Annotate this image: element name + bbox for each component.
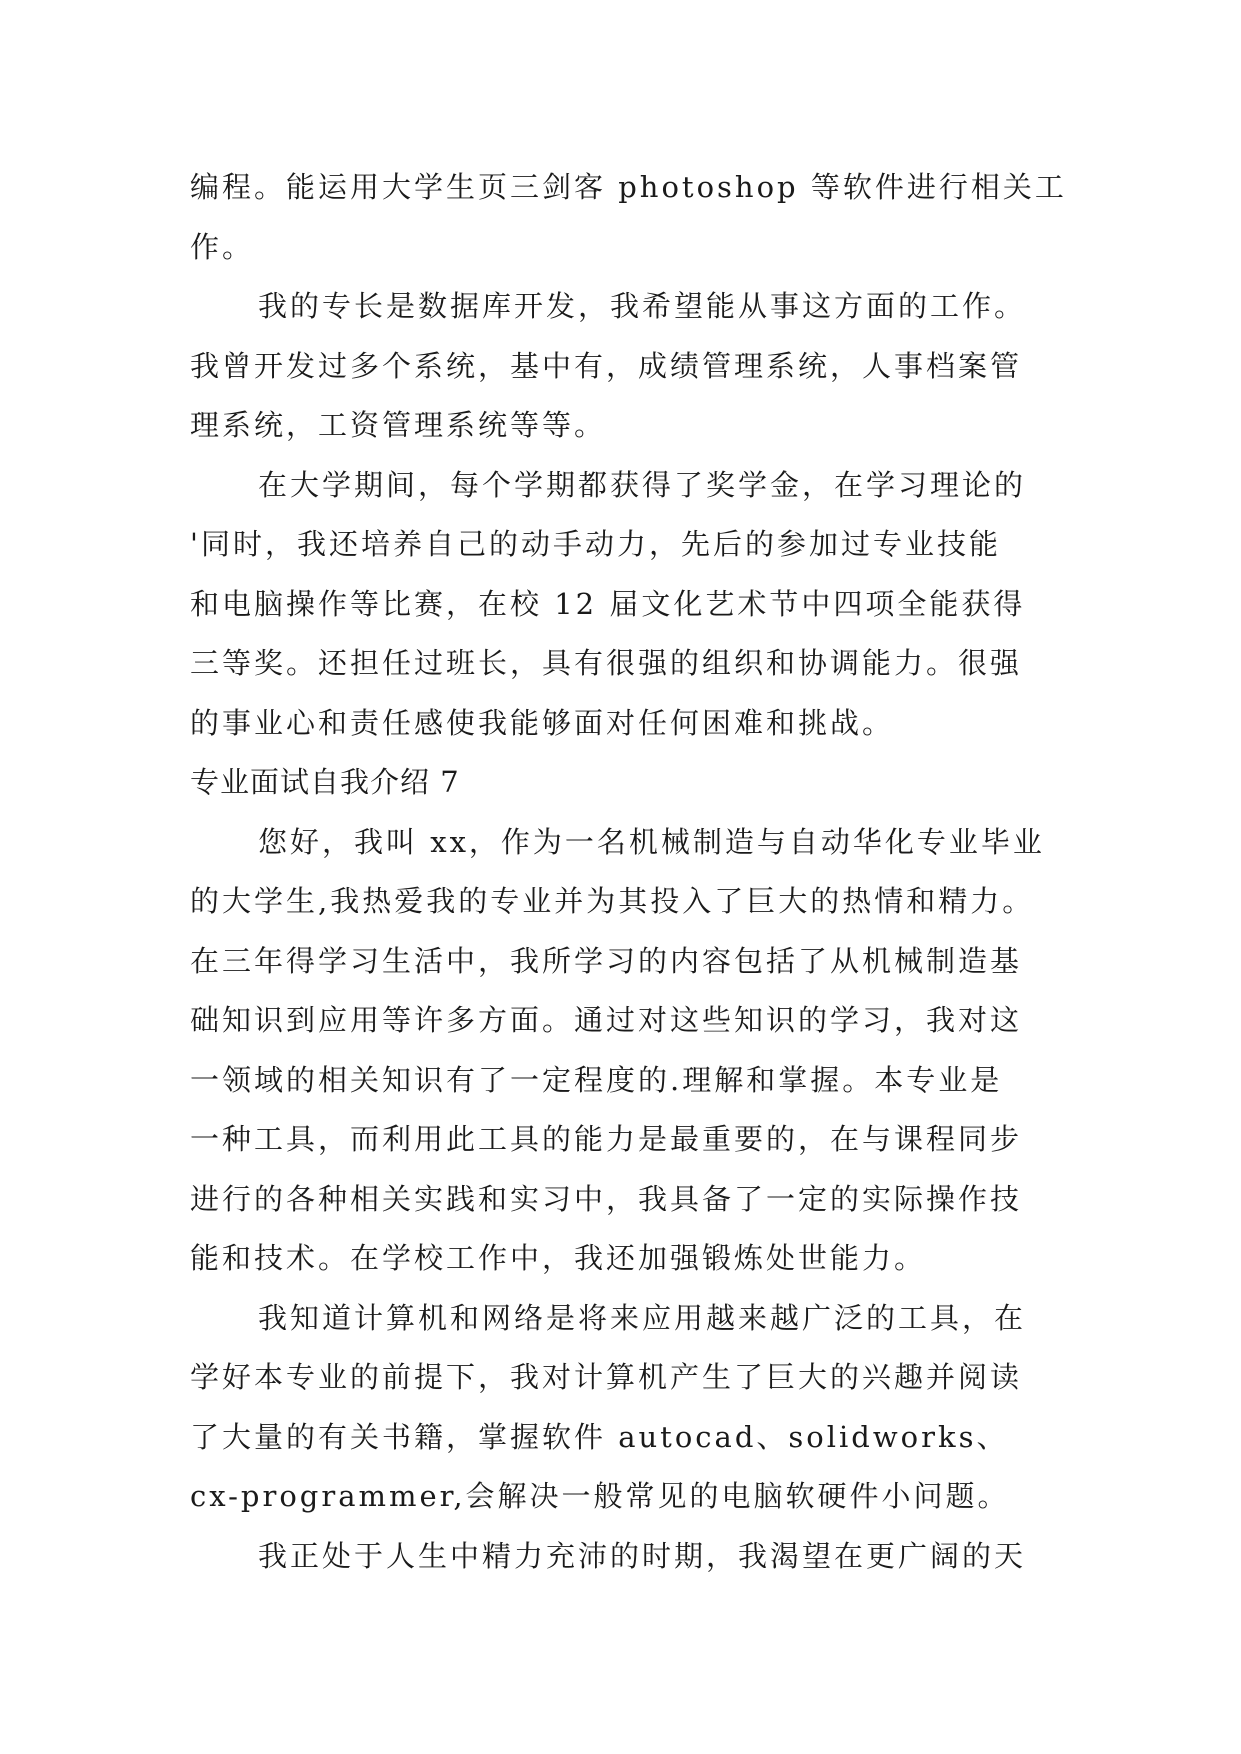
text-line: 进行的各种相关实践和实习中，我具备了一定的实际操作技 [190, 1181, 1023, 1216]
document-body [190, 158, 1067, 1586]
text-line: 我曾开发过多个系统，基中有，成绩管理系统，人事档案管 [190, 348, 1023, 383]
paragraph-start-line: 您好，我叫 xx，作为一名机械制造与自动华化专业毕业 [258, 824, 1045, 859]
text-line: 了大量的有关书籍，掌握软件 autocad、solidworks、 [190, 1419, 1009, 1454]
text-line: 和电脑操作等比赛，在校 12 届文化艺术节中四项全能获得 [190, 586, 1026, 621]
text-line: 编程。能运用大学生页三剑客 photoshop 等软件进行相关工 [190, 170, 1067, 204]
paragraph-start-line: 我的专长是数据库开发，我希望能从事这方面的工作。 [258, 289, 1027, 323]
text-line: cx-programmer,会解决一般常见的电脑软硬件小问题。 [190, 1479, 1010, 1513]
text-line: 的大学生,我热爱我的专业并为其投入了巨大的热情和精力。 [190, 884, 1035, 918]
text-line: 础知识到应用等许多方面。通过对这些知识的学习，我对这 [190, 1003, 1023, 1037]
section-heading: 专业面试自我介绍 7 [190, 765, 460, 799]
paragraph-start-line: 我正处于人生中精力充沛的时期，我渴望在更广阔的天 [258, 1538, 1027, 1573]
text-line: '同时，我还培养自己的动手动力，先后的参加过专业技能 [190, 527, 1001, 561]
text-line: 的事业心和责任感使我能够面对任何困难和挑战。 [190, 705, 895, 740]
text-line: 在三年得学习生活中，我所学习的内容包括了从机械制造基 [190, 943, 1023, 978]
text-line: 一领域的相关知识有了一定程度的.理解和掌握。本专业是 [190, 1062, 1003, 1097]
paragraph-start-line: 我知道计算机和网络是将来应用越来越广泛的工具，在 [258, 1300, 1027, 1335]
text-line: 一种工具，而利用此工具的能力是最重要的，在与课程同步 [190, 1122, 1023, 1156]
text-line: 理系统，工资管理系统等等。 [190, 408, 607, 442]
text-line: 三等奖。还担任过班长，具有很强的组织和协调能力。很强 [190, 646, 1023, 680]
text-line: 能和技术。在学校工作中，我还加强锻炼处世能力。 [190, 1241, 927, 1275]
text-line: 作。 [190, 229, 255, 264]
paragraph-start-line: 在大学期间，每个学期都获得了奖学金，在学习理论的 [258, 467, 1027, 502]
text-line: 学好本专业的前提下，我对计算机产生了巨大的兴趣并阅读 [190, 1360, 1023, 1394]
